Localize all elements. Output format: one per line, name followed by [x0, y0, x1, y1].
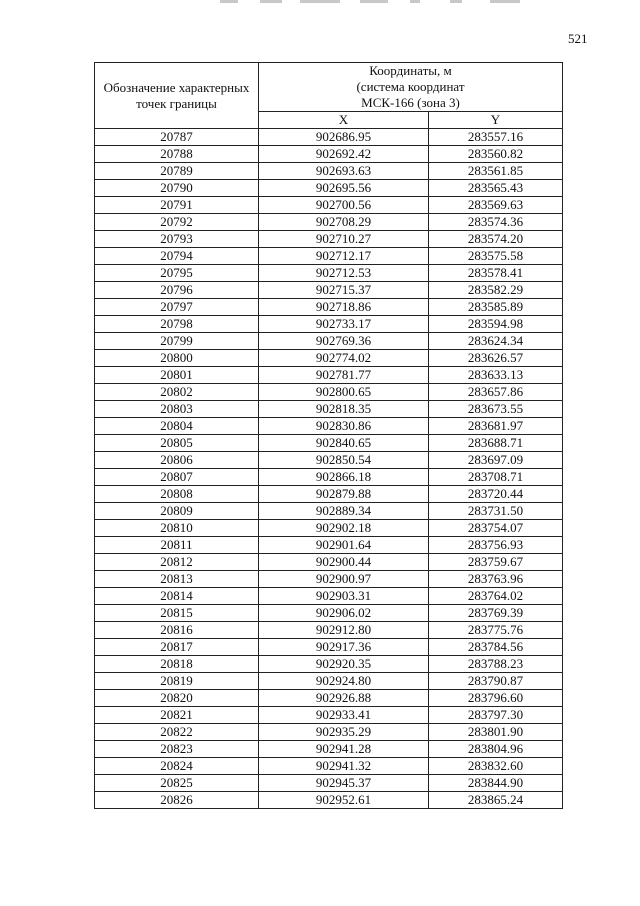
cell-point: 20818	[95, 656, 259, 673]
table-row	[95, 639, 563, 656]
cell-x: 902710.27	[259, 231, 429, 248]
cell-x: 902924.80	[259, 673, 429, 690]
cell-x: 902902.18	[259, 520, 429, 537]
cell-x: 902718.86	[259, 299, 429, 316]
cell-point: 20794	[95, 248, 259, 265]
table-row	[95, 129, 563, 146]
cell-y: 283708.71	[429, 469, 563, 486]
cell-y: 283731.50	[429, 503, 563, 520]
header-coords-line1: Координаты, м	[369, 63, 452, 78]
cell-x: 902708.29	[259, 214, 429, 231]
cell-x: 902840.65	[259, 435, 429, 452]
table-row	[95, 690, 563, 707]
table-row	[95, 350, 563, 367]
cell-point: 20793	[95, 231, 259, 248]
cell-y: 283832.60	[429, 758, 563, 775]
cell-x: 902941.28	[259, 741, 429, 758]
cell-x: 902935.29	[259, 724, 429, 741]
table-row	[95, 197, 563, 214]
table-row	[95, 214, 563, 231]
cell-point: 20824	[95, 758, 259, 775]
cell-x: 902926.88	[259, 690, 429, 707]
cell-point: 20825	[95, 775, 259, 792]
cell-y: 283775.76	[429, 622, 563, 639]
table-row	[95, 418, 563, 435]
cell-x: 902879.88	[259, 486, 429, 503]
cell-y: 283865.24	[429, 792, 563, 809]
cell-x: 902945.37	[259, 775, 429, 792]
cell-x: 902850.54	[259, 452, 429, 469]
cell-x: 902866.18	[259, 469, 429, 486]
cell-y: 283633.13	[429, 367, 563, 384]
cell-point: 20816	[95, 622, 259, 639]
cell-x: 902712.53	[259, 265, 429, 282]
cell-y: 283790.87	[429, 673, 563, 690]
table-row	[95, 758, 563, 775]
cell-point: 20789	[95, 163, 259, 180]
table-row	[95, 180, 563, 197]
cell-point: 20791	[95, 197, 259, 214]
cell-x: 902712.17	[259, 248, 429, 265]
cell-point: 20810	[95, 520, 259, 537]
table-row	[95, 724, 563, 741]
cell-point: 20815	[95, 605, 259, 622]
cell-y: 283561.85	[429, 163, 563, 180]
cell-x: 902917.36	[259, 639, 429, 656]
header-coords-line2: (система координат	[356, 79, 465, 94]
cell-x: 902769.36	[259, 333, 429, 350]
cell-y: 283574.36	[429, 214, 563, 231]
cell-point: 20814	[95, 588, 259, 605]
cell-point: 20792	[95, 214, 259, 231]
table-row	[95, 163, 563, 180]
cell-point: 20808	[95, 486, 259, 503]
cell-x: 902693.63	[259, 163, 429, 180]
header-y: Y	[429, 112, 563, 129]
scan-artifact-marks	[220, 0, 550, 4]
cell-point: 20799	[95, 333, 259, 350]
cell-point: 20819	[95, 673, 259, 690]
table-body	[95, 129, 563, 809]
cell-x: 902941.32	[259, 758, 429, 775]
cell-y: 283688.71	[429, 435, 563, 452]
cell-y: 283681.97	[429, 418, 563, 435]
cell-point: 20812	[95, 554, 259, 571]
cell-y: 283673.55	[429, 401, 563, 418]
cell-x: 902692.42	[259, 146, 429, 163]
cell-point: 20803	[95, 401, 259, 418]
table-row	[95, 792, 563, 809]
cell-y: 283574.20	[429, 231, 563, 248]
table-row	[95, 605, 563, 622]
table-row	[95, 503, 563, 520]
cell-y: 283759.67	[429, 554, 563, 571]
table-row	[95, 146, 563, 163]
cell-x: 902774.02	[259, 350, 429, 367]
cell-y: 283764.02	[429, 588, 563, 605]
cell-y: 283756.93	[429, 537, 563, 554]
cell-y: 283763.96	[429, 571, 563, 588]
table-row	[95, 316, 563, 333]
table-row	[95, 741, 563, 758]
cell-point: 20826	[95, 792, 259, 809]
cell-y: 283578.41	[429, 265, 563, 282]
cell-y: 283784.56	[429, 639, 563, 656]
cell-point: 20802	[95, 384, 259, 401]
cell-x: 902800.65	[259, 384, 429, 401]
page-number: 521	[568, 31, 588, 46]
table-row	[95, 537, 563, 554]
cell-point: 20821	[95, 707, 259, 724]
cell-y: 283788.23	[429, 656, 563, 673]
cell-point: 20804	[95, 418, 259, 435]
cell-x: 902920.35	[259, 656, 429, 673]
cell-x: 902686.95	[259, 129, 429, 146]
cell-x: 902715.37	[259, 282, 429, 299]
table-row	[95, 452, 563, 469]
header-coordinates	[259, 63, 563, 112]
header-point-text: Обозначение характерных точек границы	[103, 79, 250, 111]
cell-point: 20801	[95, 367, 259, 384]
cell-x: 902912.80	[259, 622, 429, 639]
cell-x: 902781.77	[259, 367, 429, 384]
cell-y: 283560.82	[429, 146, 563, 163]
cell-x: 902695.56	[259, 180, 429, 197]
cell-x: 902733.17	[259, 316, 429, 333]
cell-y: 283585.89	[429, 299, 563, 316]
cell-x: 902900.44	[259, 554, 429, 571]
cell-y: 283594.98	[429, 316, 563, 333]
cell-point: 20807	[95, 469, 259, 486]
cell-y: 283844.90	[429, 775, 563, 792]
header-x: X	[259, 112, 429, 129]
cell-x: 902906.02	[259, 605, 429, 622]
cell-y: 283657.86	[429, 384, 563, 401]
cell-x: 902903.31	[259, 588, 429, 605]
table-row	[95, 435, 563, 452]
cell-point: 20788	[95, 146, 259, 163]
cell-y: 283575.58	[429, 248, 563, 265]
cell-x: 902952.61	[259, 792, 429, 809]
table-row	[95, 384, 563, 401]
cell-y: 283569.63	[429, 197, 563, 214]
table-row	[95, 282, 563, 299]
table-row	[95, 469, 563, 486]
cell-x: 902900.97	[259, 571, 429, 588]
cell-point: 20822	[95, 724, 259, 741]
cell-y: 283797.30	[429, 707, 563, 724]
table-row	[95, 707, 563, 724]
cell-x: 902700.56	[259, 197, 429, 214]
table-row	[95, 673, 563, 690]
cell-y: 283804.96	[429, 741, 563, 758]
cell-y: 283754.07	[429, 520, 563, 537]
table-row	[95, 367, 563, 384]
cell-point: 20798	[95, 316, 259, 333]
cell-y: 283582.29	[429, 282, 563, 299]
cell-y: 283565.43	[429, 180, 563, 197]
cell-x: 902901.64	[259, 537, 429, 554]
table-row	[95, 299, 563, 316]
cell-point: 20795	[95, 265, 259, 282]
table-row	[95, 520, 563, 537]
header-point-designation	[95, 63, 259, 129]
table-row	[95, 571, 563, 588]
cell-point: 20787	[95, 129, 259, 146]
cell-y: 283624.34	[429, 333, 563, 350]
cell-point: 20809	[95, 503, 259, 520]
cell-y: 283626.57	[429, 350, 563, 367]
cell-point: 20806	[95, 452, 259, 469]
table-row	[95, 248, 563, 265]
cell-y: 283796.60	[429, 690, 563, 707]
cell-point: 20813	[95, 571, 259, 588]
cell-point: 20811	[95, 537, 259, 554]
table-row	[95, 401, 563, 418]
table-row	[95, 486, 563, 503]
cell-x: 902933.41	[259, 707, 429, 724]
cell-point: 20817	[95, 639, 259, 656]
cell-point: 20820	[95, 690, 259, 707]
cell-point: 20823	[95, 741, 259, 758]
table-row	[95, 775, 563, 792]
header-coords-line3: МСК-166 (зона 3)	[361, 95, 460, 110]
table-row	[95, 265, 563, 282]
cell-point: 20790	[95, 180, 259, 197]
cell-x: 902830.86	[259, 418, 429, 435]
table-row	[95, 231, 563, 248]
coordinates-table	[94, 62, 563, 809]
cell-y: 283557.16	[429, 129, 563, 146]
cell-point: 20796	[95, 282, 259, 299]
table-row	[95, 554, 563, 571]
table-row	[95, 588, 563, 605]
cell-point: 20805	[95, 435, 259, 452]
table-row	[95, 656, 563, 673]
cell-y: 283697.09	[429, 452, 563, 469]
cell-x: 902818.35	[259, 401, 429, 418]
cell-point: 20797	[95, 299, 259, 316]
cell-y: 283801.90	[429, 724, 563, 741]
cell-point: 20800	[95, 350, 259, 367]
cell-x: 902889.34	[259, 503, 429, 520]
cell-y: 283720.44	[429, 486, 563, 503]
cell-y: 283769.39	[429, 605, 563, 622]
table-row	[95, 622, 563, 639]
table-row	[95, 333, 563, 350]
